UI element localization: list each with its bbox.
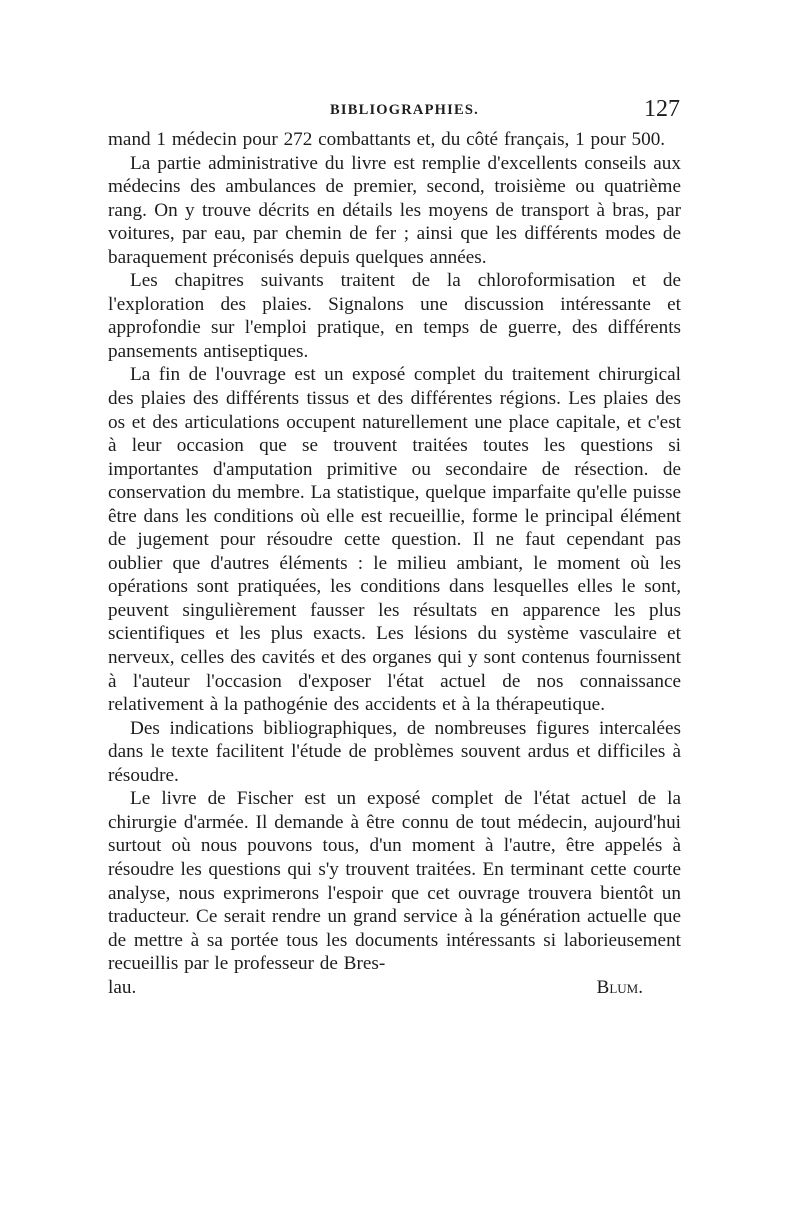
paragraph-4: La fin de l'ouvrage est un exposé complet du traitement chirurgical des plaies des différents tissus et des différentes régions. Les plaies des os et des articulations occupent naturellement une place capitale, et c'est à leur occasion que se trouvent traitées toutes les questions si importantes d'amputation primitive ou secondaire de résection. de conservation du membre. La statistique, quelque imparfaite qu'elle puisse être dans les conditions où elle est recueillie, forme le principal élément de jugement pour résoudre cette question. Il ne faut cependant pas oublier que d'autres éléments : le milieu ambiant, le moment où les opérations sont pratiquées, les conditions dans lesquelles elles le sont, peuvent singulièrement fausser les résultats en apparence les plus scientifiques et les plus exacts. Les lésions du système vasculaire et nerveux, celles des cavités et des organes qui y sont contenus fournissent à l'auteur l'occasion d'exposer l'état actuel de nos connaissance relativement à la pathogénie des accidents et à la thérapeutique. xyxy=(108,364,681,716)
paragraph-2: La partie administrative du livre est remplie d'excellents conseils aux médecins des ambulances de premier, second, troisième ou quatrième rang. On y trouve décrits en détails les moyens de transport à bras, par voitures, par eau, par chemin de fer ; ainsi que les différents modes de baraquement préconisés depuis quelques années. xyxy=(108,152,681,268)
closing-line xyxy=(108,976,681,1000)
body-text xyxy=(108,128,681,999)
paragraph-3: Les chapitres suivants traitent de la chloroformisation et de l'exploration des plaies. Signalons une discussion intéressante et approfondie sur l'emploi pratique, en temps de guerre, des différents pansements antiseptiques. xyxy=(108,270,681,362)
page-number: 127 xyxy=(644,96,680,122)
paragraph-6: Le livre de Fischer est un exposé complet de l'état actuel de la chirurgie d'armée. Il demande à être connu de tout médecin, aujourd'hui surtout où nous pouvons tous, d'un moment à l'autre, être appelés à résoudre les questions qui s'y trouvent traitées. En terminant cette courte analyse, nous exprimerons l'espoir que cet ouvrage trouvera bientôt un traducteur. Ce serait rendre un grand service à la génération actuelle que de mettre à sa portée tous les documents intéressants si laborieusement recueillis par le professeur de Bres- xyxy=(108,788,681,975)
author-signature: Blum. xyxy=(596,976,643,998)
running-head: BIBLIOGRAPHIES. xyxy=(330,102,479,118)
paragraph-5: Des indications bibliographiques, de nombreuses figures intercalées dans le texte facilitent l'étude de problèmes souvent ardus et difficiles à résoudre. xyxy=(108,717,681,786)
closing-text: lau. xyxy=(108,976,137,998)
paragraph-1: mand 1 médecin pour 272 combattants et, du côté français, 1 pour 500. xyxy=(108,129,666,150)
page-header xyxy=(108,96,680,124)
